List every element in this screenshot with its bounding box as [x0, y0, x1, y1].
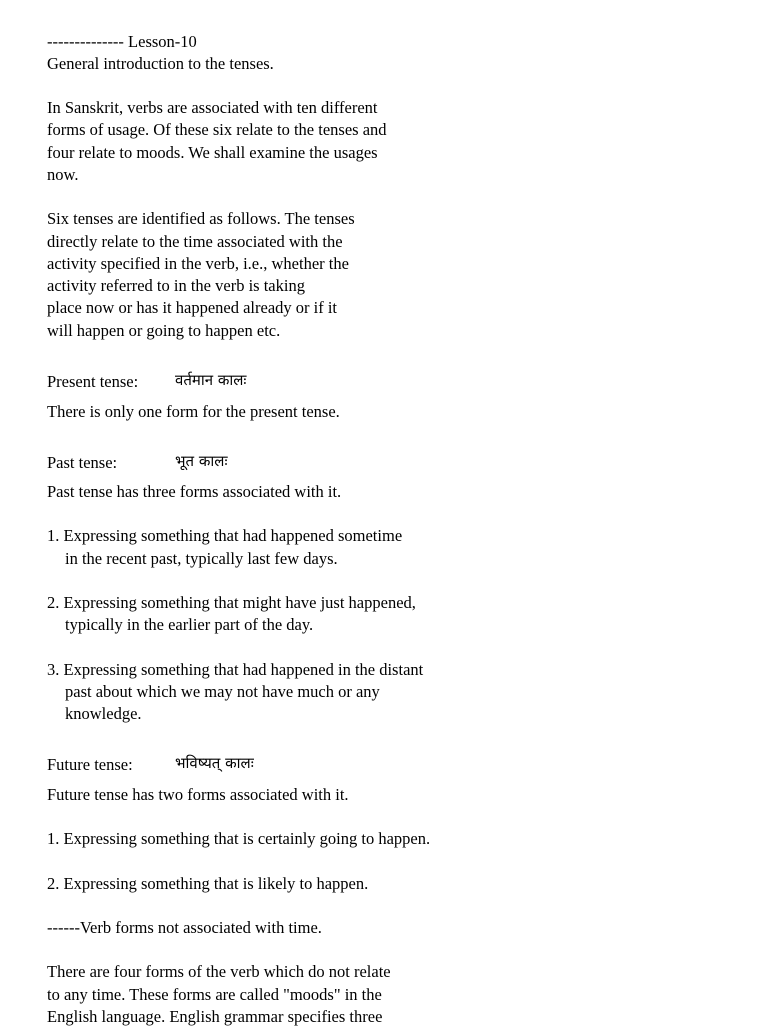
future-tense-sanskrit: भविष्यत् कालः	[175, 754, 254, 772]
paragraph-line: forms of usage. Of these six relate to the tenses and	[47, 120, 387, 139]
paragraph-line: In Sanskrit, verbs are associated with ten different	[47, 98, 378, 117]
paragraph-line: directly relate to the time associated with the	[47, 232, 343, 251]
list-item-line: in the recent past, typically last few days.	[65, 549, 338, 568]
list-item-line: knowledge.	[65, 704, 142, 723]
present-tense-label: Present tense:	[47, 372, 139, 391]
paragraph-line: will happen or going to happen etc.	[47, 321, 281, 340]
paragraph-line: four relate to moods. We shall examine the usages	[47, 143, 378, 162]
list-item-line: 3. Expressing something that had happened in the distant	[47, 660, 424, 679]
paragraph-line: Six tenses are identified as follows. The tenses	[47, 209, 355, 228]
list-item-line: 2. Expressing something that is likely to happen.	[47, 874, 369, 893]
past-tense-desc: Past tense has three forms associated with it.	[47, 482, 342, 501]
paragraph-line: activity specified in the verb, i.e., whether the	[47, 254, 349, 273]
paragraph-line: to any time. These forms are called "moods" in the	[47, 985, 382, 1004]
list-item-line: 1. Expressing something that is certainly going to happen.	[47, 829, 431, 848]
past-tense-label: Past tense:	[47, 453, 118, 472]
paragraph-line: place now or has it happened already or if it	[47, 298, 338, 317]
paragraph-line: activity referred to in the verb is taking	[47, 276, 305, 295]
paragraph-line: There are four forms of the verb which do not relate	[47, 962, 391, 981]
present-tense-sanskrit: वर्तमान कालः	[175, 371, 247, 389]
moods-heading: ------Verb forms not associated with time.	[47, 918, 322, 937]
future-tense-desc: Future tense has two forms associated with it.	[47, 785, 349, 804]
lesson-header: -------------- Lesson-10	[47, 32, 197, 51]
paragraph-line: now.	[47, 165, 79, 184]
list-item-line: 1. Expressing something that had happened sometime	[47, 526, 403, 545]
future-tense-label: Future tense:	[47, 755, 133, 774]
past-tense-sanskrit: भूत कालः	[175, 452, 228, 470]
list-item-line: past about which we may not have much or any	[65, 682, 380, 701]
intro-title: General introduction to the tenses.	[47, 54, 274, 73]
present-tense-desc: There is only one form for the present tense.	[47, 402, 340, 421]
list-item-line: 2. Expressing something that might have just happened,	[47, 593, 416, 612]
paragraph-line: English language. English grammar specifies three	[47, 1007, 383, 1026]
list-item-line: typically in the earlier part of the day.	[65, 615, 314, 634]
